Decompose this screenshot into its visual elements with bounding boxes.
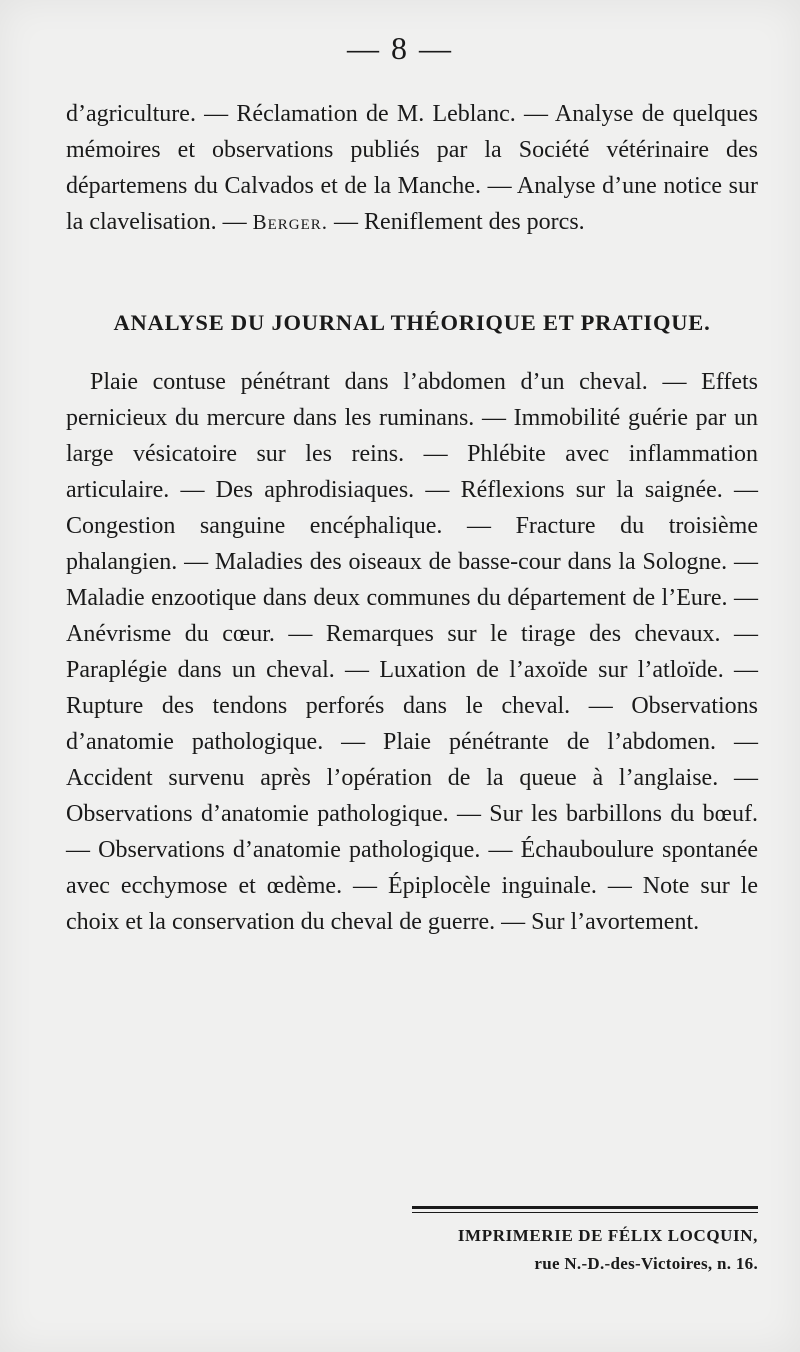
analysis-paragraph: Plaie contuse pénétrant dans l’abdomen d’un cheval. — Effets pernicieux du mercure dans les ruminans. — Immobilité guérie par un large vésicatoire sur les reins. — Phlébite avec inflammation articulaire. — Des aphrodisiaques. — Réflexions sur la saignée. — Congestion sanguine encéphalique. — Fracture du troisième phalangien. — Maladies des oiseaux de basse-cour dans la Sologne. — Maladie enzootique dans deux communes du département de l’Eure. — Anévrisme du cœur. — Remarques sur le tirage des chevaux. — Paraplégie dans un cheval. — Luxation de l’axoïde sur l’atloïde. — Rupture des tendons perforés dans le cheval. — Observations d’anatomie pathologique. — Plaie pénétrante de l’abdomen. — Accident survenu après l’opération de la queue à l’anglaise. — Observations d’anatomie pathologique. — Sur les barbillons du bœuf. — Observations d’anatomie pathologique. — Échauboulure spontanée avec ecchymose et œdème. — Épiplocèle inguinale. — Note sur le choix et la conservation du cheval de guerre. — Sur l’avortement.: [66, 369, 758, 935]
intro-text-part2: — Reniflement des porcs.: [328, 209, 585, 235]
author-name: Berger.: [252, 210, 329, 234]
page-number: — 8 —: [347, 30, 453, 66]
intro-text-part1: d’agriculture. — Réclamation de M. Leblanc. — Analyse de quelques mémoires et observations publiés par la Société vétérinaire des départemens du Calvados et de la Manche. — Analyse d’une notice sur la clavelisation. —: [66, 101, 758, 235]
imprint-address: rue N.-D.-des-Victoires, n. 16.: [534, 1254, 758, 1273]
imprint-printer: IMPRIMERIE DE FÉLIX LOCQUIN,: [457, 1226, 758, 1245]
section-heading: ANALYSE DU JOURNAL THÉORIQUE ET PRATIQUE.: [113, 310, 711, 335]
imprint-rule: [412, 1206, 758, 1209]
intro-paragraph: [66, 96, 758, 240]
